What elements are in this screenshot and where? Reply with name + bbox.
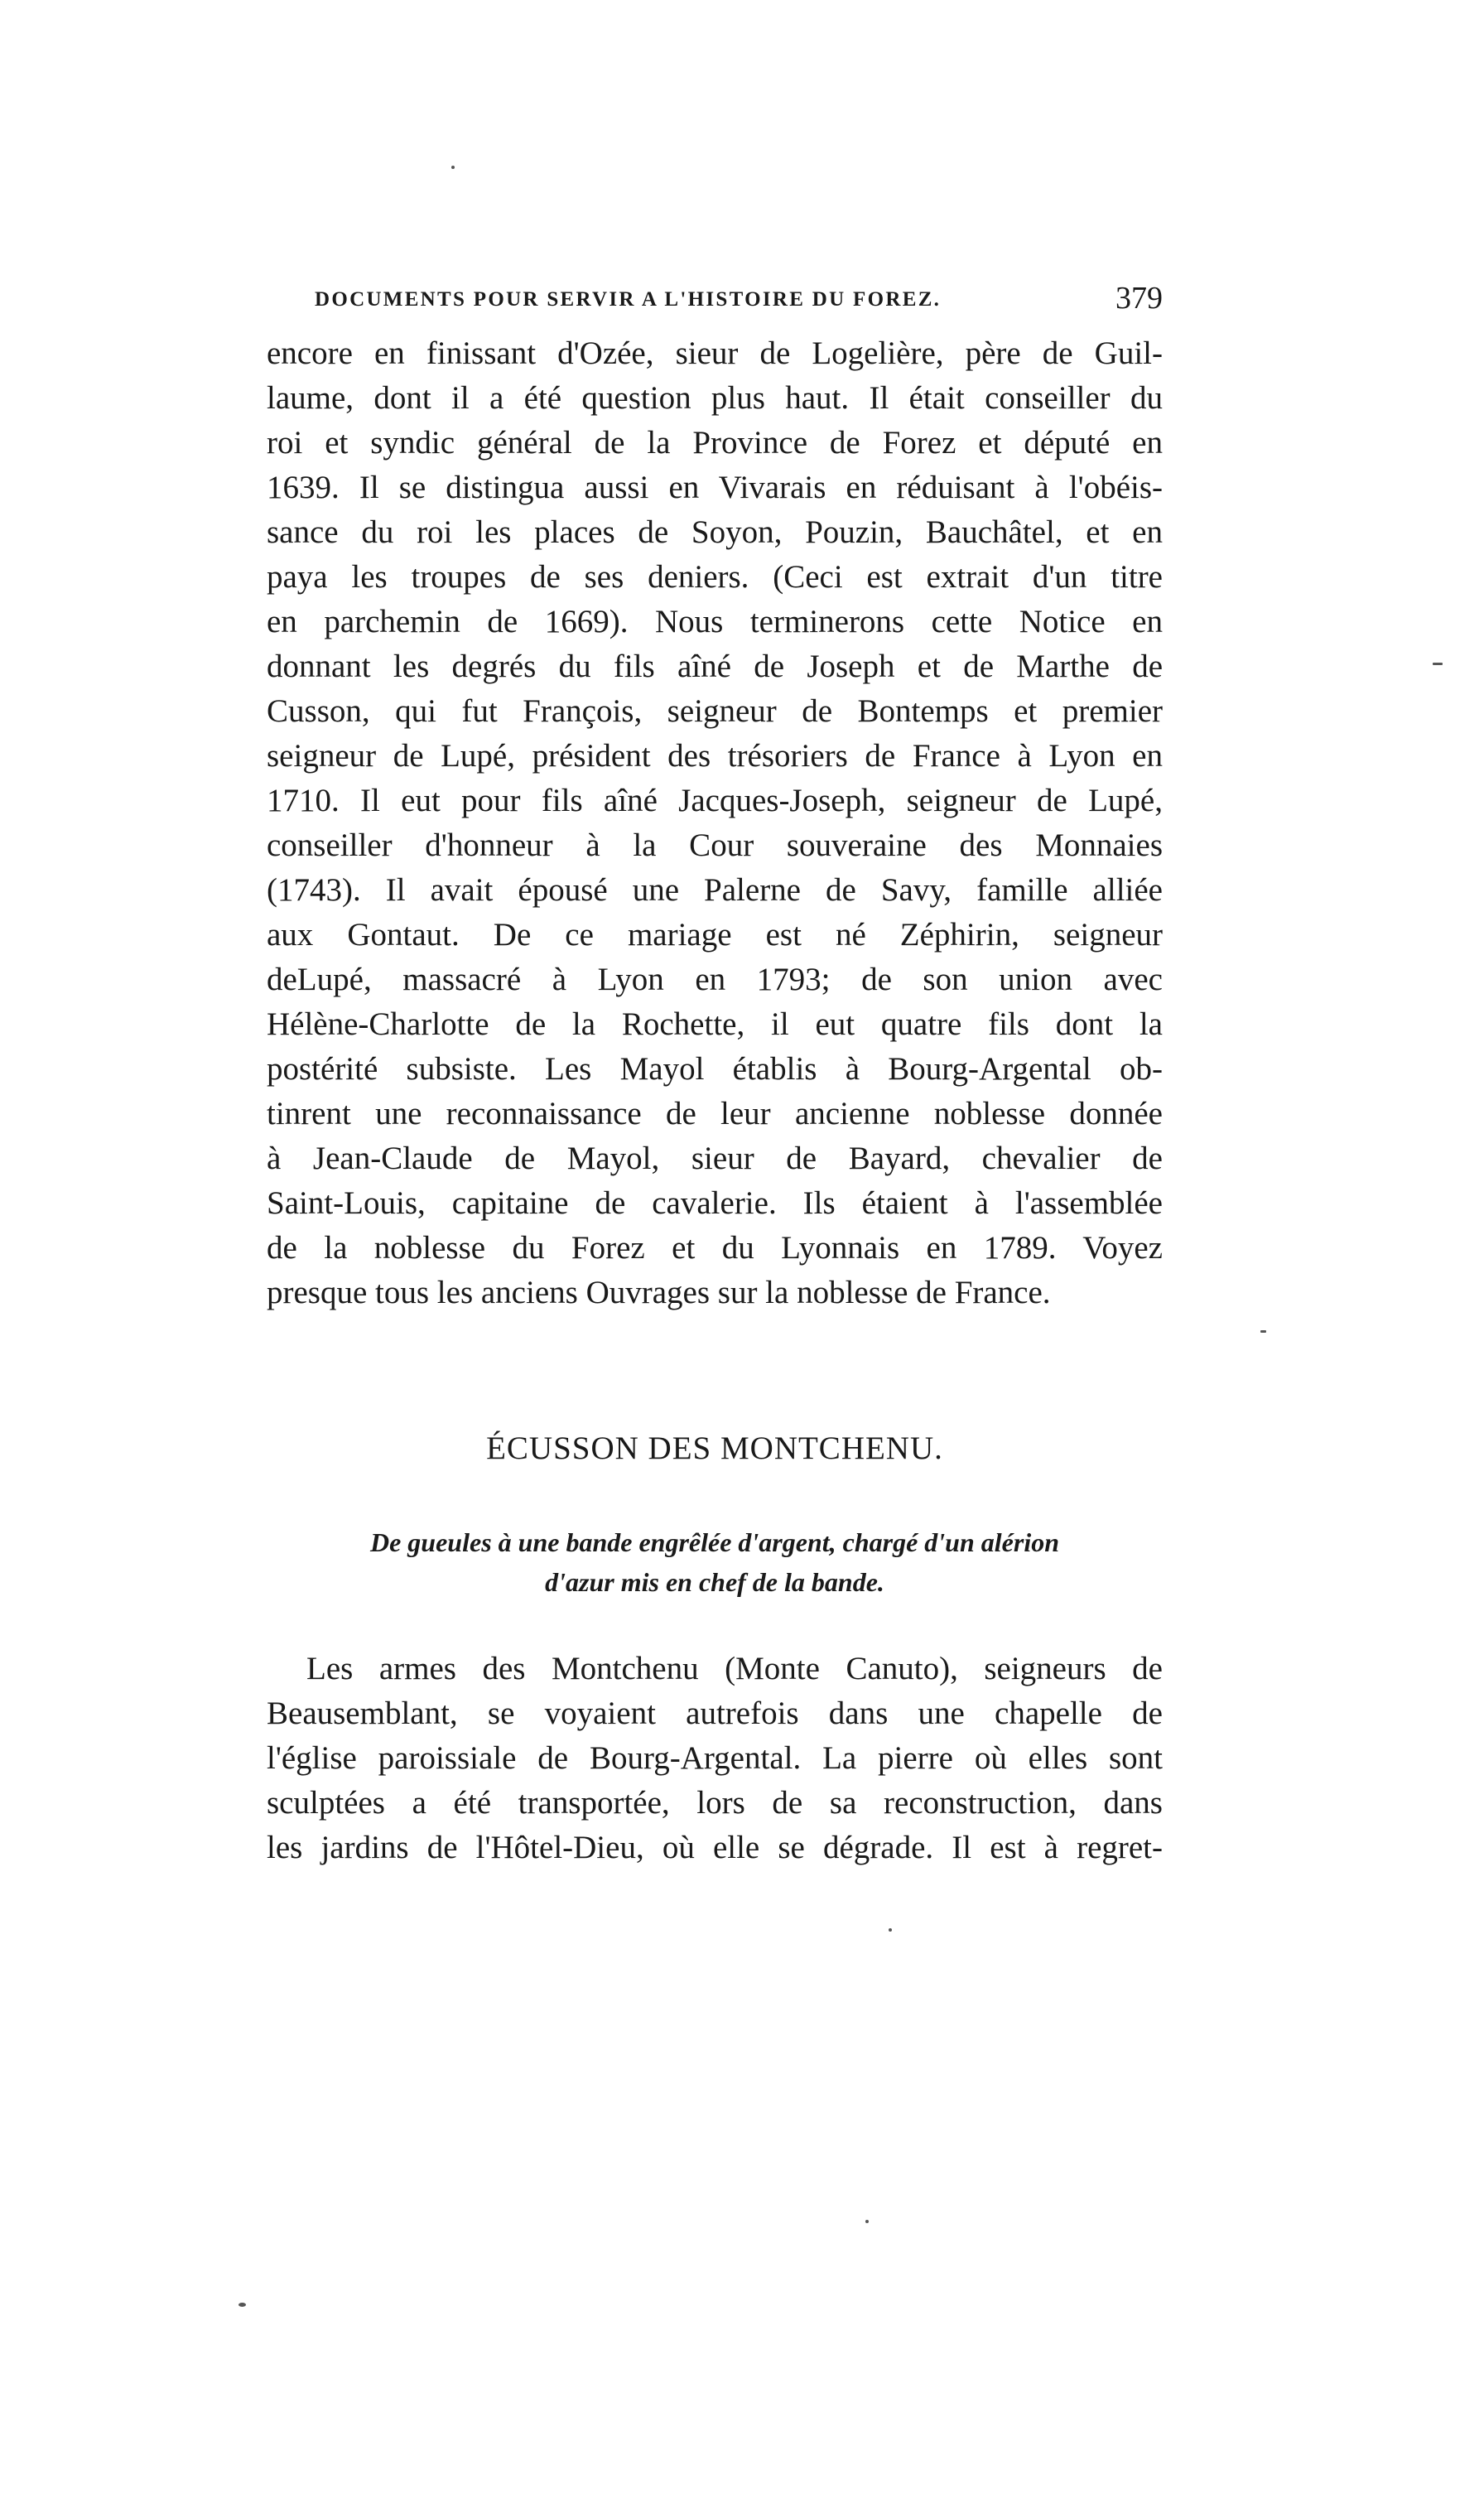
scan-speck [889,1928,892,1932]
text-line: Cusson, qui fut François, seigneur de Bontemps et premier [267,693,1163,729]
page-number: 379 [1115,281,1163,316]
text-line: aux Gontaut. De ce mariage est né Zéphirin, seigneur [267,917,1163,953]
text-line: 1710. Il eut pour fils aîné Jacques-Joseph, seigneur de Lupé, [267,783,1163,818]
text-line: de la noblesse du Forez et du Lyonnais en 1789. Voyez [267,1230,1163,1266]
text-line: en parchemin de 1669). Nous terminerons cette Notice en [267,604,1163,639]
scan-speck [1260,1330,1266,1333]
text-line: sance du roi les places de Soyon, Pouzin, Bauchâtel, et en [267,514,1163,550]
text-line: seigneur de Lupé, président des trésoriers de France à Lyon en [267,738,1163,774]
scan-speck [1433,663,1443,665]
text-line: Beausemblant, se voyaient autrefois dans une chapelle de [267,1696,1163,1731]
text-line: Hélène-Charlotte de la Rochette, il eut quatre fils dont la [267,1006,1163,1042]
scan-speck [451,166,455,169]
text-line: tinrent une reconnaissance de leur ancienne noblesse donnée [267,1096,1163,1131]
text-line: sculptées a été transportée, lors de sa reconstruction, dans [267,1785,1163,1821]
text-line: conseiller d'honneur à la Cour souveraine des Monnaies [267,827,1163,863]
text-line: Les armes des Montchenu (Monte Canuto), seigneurs de [306,1651,1163,1686]
text-line: encore en finissant d'Ozée, sieur de Logelière, père de Guil- [267,335,1163,371]
blazon-line: d'azur mis en chef de la bande. [545,1567,884,1597]
paragraph-2 [267,1647,1163,1870]
text-line: postérité subsiste. Les Mayol établis à Bourg-Argental ob- [267,1051,1163,1087]
running-head [315,280,1163,321]
text-line: l'église paroissiale de Bourg-Argental. La pierre où elles sont [267,1740,1163,1776]
scan-speck [865,2220,869,2223]
blazon-line: De gueules à une bande engrêlée d'argent, chargé d'un alérion [369,1527,1059,1557]
text-line: à Jean-Claude de Mayol, sieur de Bayard, chevalier de [267,1141,1163,1176]
section-heading: ÉCUSSON DES MONTCHENU. [486,1430,943,1466]
text-line: les jardins de l'Hôtel-Dieu, où elle se dégrade. Il est à regret- [267,1830,1163,1865]
scan-speck [238,2303,246,2307]
text-line: deLupé, massacré à Lyon en 1793; de son union avec [267,962,1163,997]
text-line: presque tous les anciens Ouvrages sur la noblesse de France. [267,1275,1051,1310]
blazon-description [267,1522,1163,1602]
text-line: laume, dont il a été question plus haut. Il était conseiller du [267,380,1163,416]
text-line: (1743). Il avait épousé une Palerne de Savy, famille alliée [267,872,1163,908]
text-line: Saint-Louis, capitaine de cavalerie. Ils étaient à l'assemblée [267,1185,1163,1221]
text-line: roi et syndic général de la Province de Forez et député en [267,425,1163,461]
text-line: paya les troupes de ses deniers. (Ceci est extrait d'un titre [267,559,1163,595]
text-line: donnant les degrés du fils aîné de Joseph et de Marthe de [267,649,1163,684]
paragraph-1 [267,331,1163,1315]
text-line: 1639. Il se distingua aussi en Vivarais en réduisant à l'obéis- [267,470,1163,505]
running-title: DOCUMENTS POUR SERVIR A L'HISTOIRE DU FOREZ. [315,288,942,311]
